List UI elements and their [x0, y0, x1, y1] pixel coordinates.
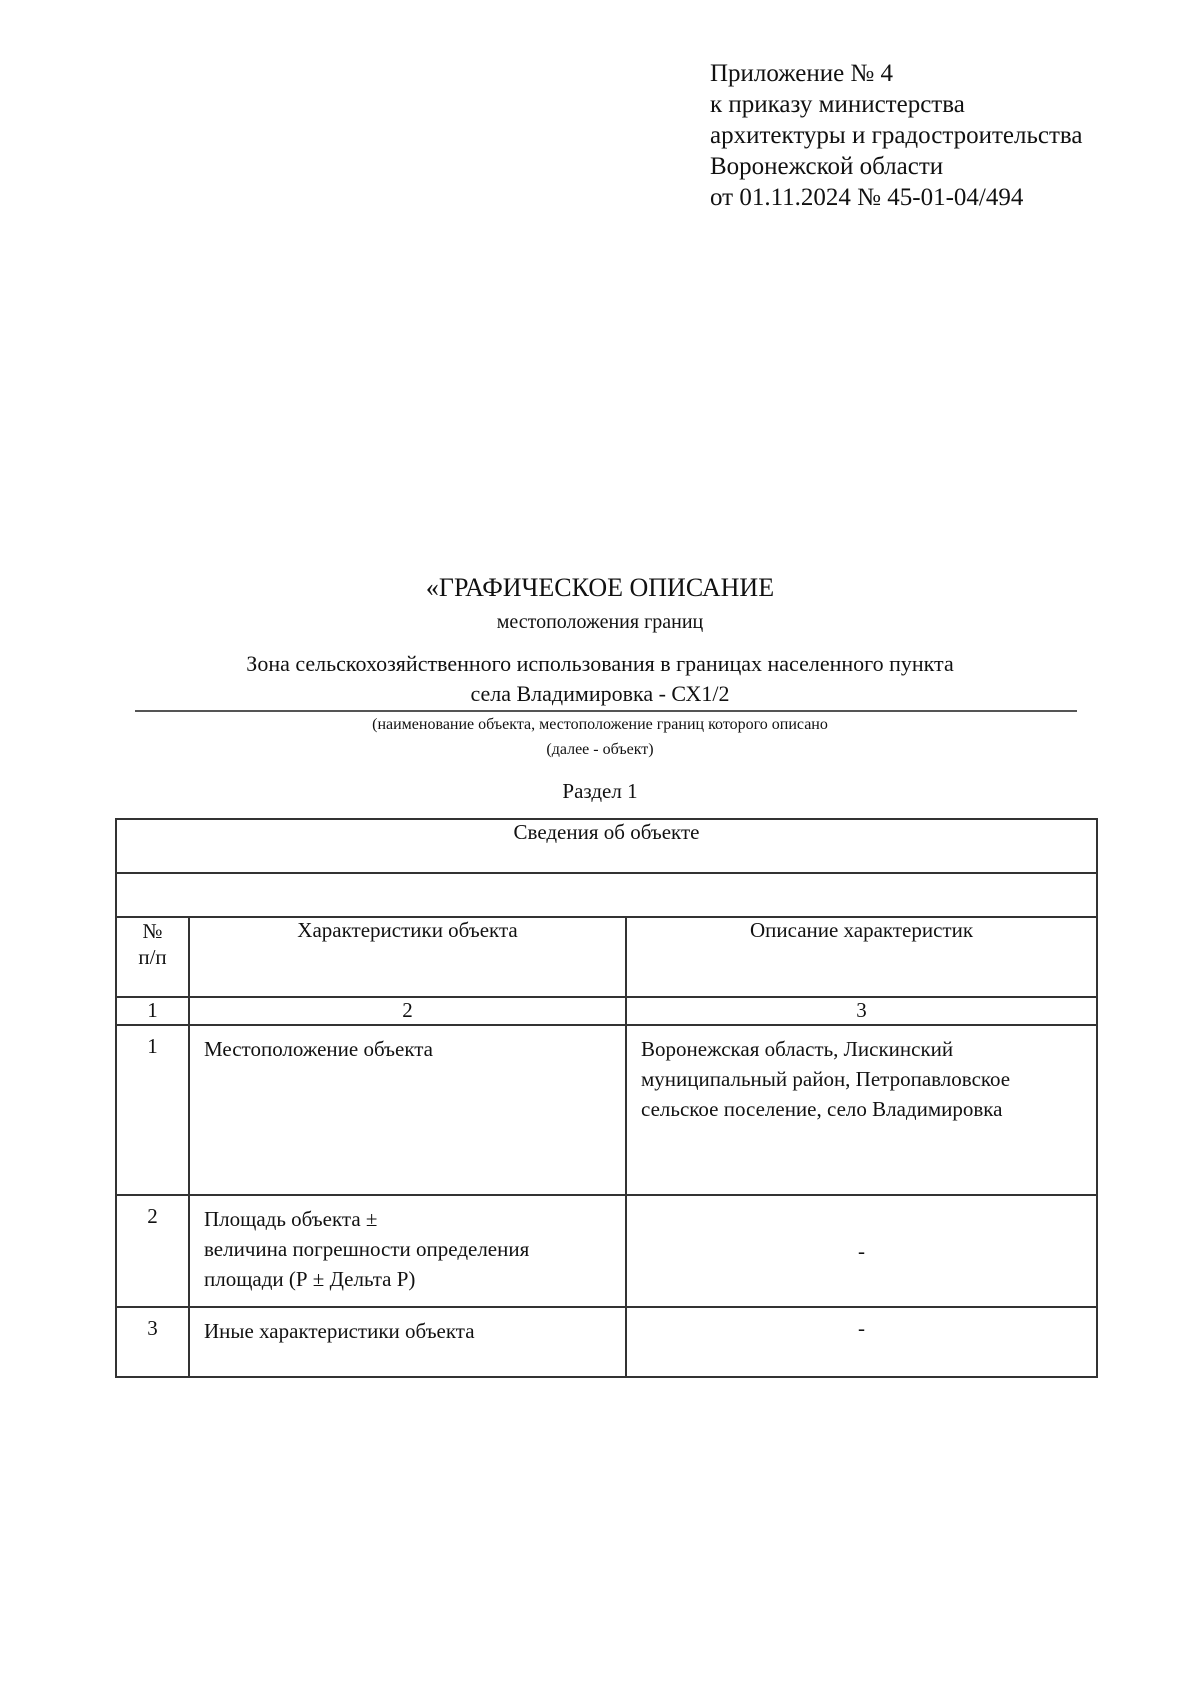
appendix-block — [710, 58, 1082, 213]
row-number: 2 — [116, 1195, 189, 1307]
appendix-line: Приложение № 4 — [710, 60, 894, 87]
column-number: 2 — [189, 997, 626, 1025]
table-caption: Сведения об объекте — [116, 819, 1097, 873]
header-characteristics: Характеристики объекта — [189, 917, 626, 997]
row-description — [626, 1025, 1097, 1195]
table-caption-row — [116, 819, 1097, 873]
row-description: - — [626, 1307, 1097, 1377]
table-row — [116, 1307, 1097, 1377]
object-info-table — [115, 818, 1098, 1378]
appendix-line: архитектуры и градостроительства — [710, 122, 1083, 149]
document-title: «ГРАФИЧЕСКОЕ ОПИСАНИЕ — [425, 573, 775, 602]
description-line: муниципальный район, Петропавловское — [641, 1067, 1011, 1091]
object-name-line-1: Зона сельскохозяйственного использования в границах населенного пункта — [246, 651, 954, 676]
object-name-line-2: села Владимировка - СХ1/2 — [470, 681, 730, 706]
header-number — [116, 917, 189, 997]
table-header-row — [116, 917, 1097, 997]
document-subtitle: местоположения границ — [496, 611, 704, 633]
row-number: 1 — [116, 1025, 189, 1195]
description-line: Воронежская область, Лискинский — [641, 1037, 954, 1061]
section-title: Раздел 1 — [562, 779, 638, 803]
column-numbers-row — [116, 997, 1097, 1025]
characteristic-line: величина погрешности определения — [204, 1237, 530, 1261]
row-description: - — [626, 1195, 1097, 1307]
row-characteristic: Местоположение объекта — [189, 1025, 626, 1195]
row-characteristic: Иные характеристики объекта — [189, 1307, 626, 1377]
object-name-underline — [135, 710, 1077, 712]
table-blank-row — [116, 873, 1097, 917]
header-description: Описание характеристик — [626, 917, 1097, 997]
object-note-line-1: (наименование объекта, местоположение границ которого описано — [372, 716, 828, 733]
blank-cell — [116, 873, 1097, 917]
column-number: 1 — [116, 997, 189, 1025]
description-line: сельское поселение, село Владимировка — [641, 1097, 1003, 1121]
appendix-line: к приказу министерства — [710, 91, 965, 118]
characteristic-line: площади (Р ± Дельта Р) — [204, 1267, 416, 1291]
appendix-line: от 01.11.2024 № 45-01-04/494 — [710, 184, 1024, 211]
characteristic-line: Площадь объекта ± — [204, 1207, 378, 1231]
header-number-line-2: п/п — [138, 945, 167, 969]
row-characteristic — [189, 1195, 626, 1307]
row-number: 3 — [116, 1307, 189, 1377]
table-row — [116, 1195, 1097, 1307]
appendix-line: Воронежской области — [710, 153, 944, 180]
column-number: 3 — [626, 997, 1097, 1025]
table-row — [116, 1025, 1097, 1195]
object-note-line-2: (далее - объект) — [546, 741, 654, 758]
header-number-line-1: № — [142, 919, 163, 943]
